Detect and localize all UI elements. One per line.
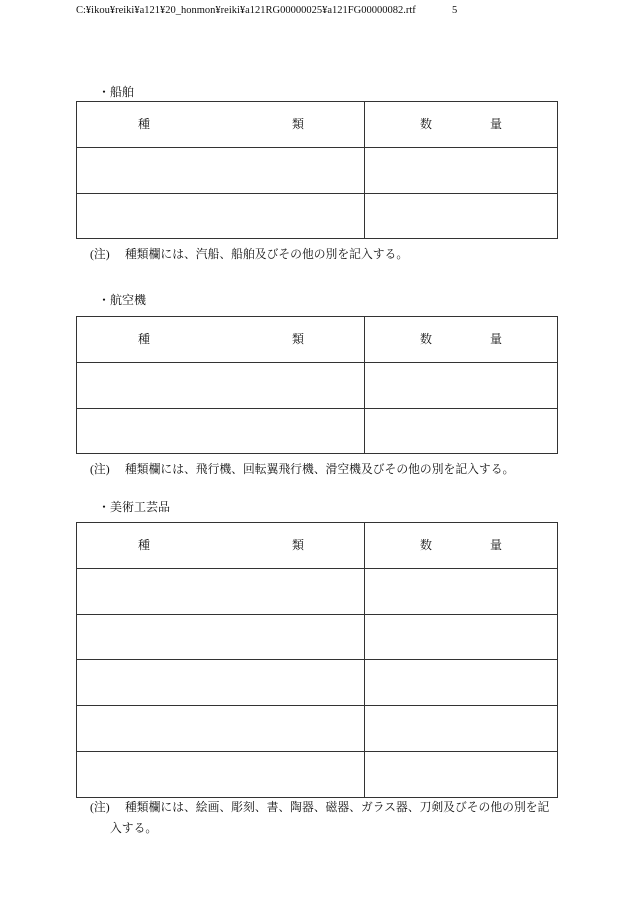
- ships-table: [76, 101, 558, 239]
- kind-header-char: 種: [138, 538, 151, 553]
- table-row: [77, 614, 558, 660]
- kind-cell: [77, 614, 365, 660]
- table-header-row: [77, 317, 558, 363]
- kind-cell: [77, 193, 365, 239]
- kind-cell: [77, 660, 365, 706]
- aircraft-note: [90, 459, 560, 480]
- quantity-cell: [365, 568, 558, 614]
- note-text: 種類欄には、飛行機、回転翼飛行機、滑空機及びその他の別を記入する。: [125, 462, 515, 476]
- kind-column-header: [77, 102, 365, 148]
- ships-note: [90, 244, 560, 265]
- artworks-table: [76, 522, 558, 798]
- quantity-header-char: 量: [490, 538, 503, 553]
- quantity-cell: [365, 751, 558, 797]
- kind-column-header: [77, 523, 365, 569]
- kind-header-char: 類: [292, 117, 305, 132]
- kind-header-char: 類: [292, 538, 305, 553]
- table-row: [77, 193, 558, 239]
- artworks-note: [90, 797, 560, 838]
- kind-header-char: 種: [138, 332, 151, 347]
- quantity-column-header: [365, 102, 558, 148]
- quantity-header-char: 数: [420, 538, 433, 553]
- table-row: [77, 706, 558, 752]
- quantity-cell: [365, 362, 558, 408]
- section-title-ships: ・船舶: [98, 85, 135, 99]
- kind-header-char: 類: [292, 332, 305, 347]
- quantity-cell: [365, 614, 558, 660]
- note-label: (注): [90, 247, 110, 261]
- quantity-column-header: [365, 523, 558, 569]
- table-row: [77, 751, 558, 797]
- note-text: 種類欄には、汽船、船舶及びその他の別を記入する。: [125, 247, 409, 261]
- section-title-aircraft: ・航空機: [98, 293, 147, 307]
- kind-cell: [77, 751, 365, 797]
- table-row: [77, 147, 558, 193]
- quantity-cell: [365, 408, 558, 454]
- quantity-header-char: 量: [490, 332, 503, 347]
- quantity-cell: [365, 193, 558, 239]
- kind-header-char: 種: [138, 117, 151, 132]
- kind-cell: [77, 706, 365, 752]
- table-header-row: [77, 102, 558, 148]
- table-row: [77, 362, 558, 408]
- note-label: (注): [90, 800, 110, 814]
- quantity-column-header: [365, 317, 558, 363]
- quantity-header-char: 数: [420, 332, 433, 347]
- quantity-header-char: 量: [490, 117, 503, 132]
- section-title-artworks: ・美術工芸品: [98, 500, 171, 514]
- kind-column-header: [77, 317, 365, 363]
- kind-cell: [77, 362, 365, 408]
- kind-cell: [77, 408, 365, 454]
- table-row: [77, 568, 558, 614]
- table-row: [77, 408, 558, 454]
- note-text: 種類欄には、絵画、彫刻、書、陶器、磁器、ガラス器、刀剣及びその他の別を記入する。: [110, 800, 550, 835]
- quantity-cell: [365, 147, 558, 193]
- table-header-row: [77, 523, 558, 569]
- page-number: 5: [452, 5, 458, 16]
- aircraft-table: [76, 316, 558, 454]
- file-path-header: C:¥ikou¥reiki¥a121¥20_honmon¥reiki¥a121RG00000025¥a121FG00000082.rtf: [76, 5, 416, 16]
- quantity-header-char: 数: [420, 117, 433, 132]
- kind-cell: [77, 147, 365, 193]
- quantity-cell: [365, 706, 558, 752]
- table-row: [77, 660, 558, 706]
- kind-cell: [77, 568, 365, 614]
- quantity-cell: [365, 660, 558, 706]
- note-label: (注): [90, 462, 110, 476]
